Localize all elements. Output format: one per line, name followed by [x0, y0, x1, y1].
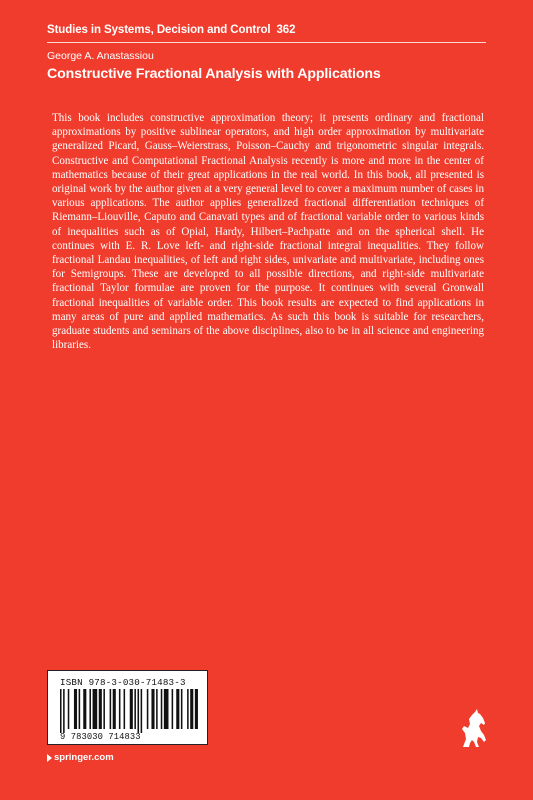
barcode-bar	[151, 689, 154, 729]
barcode-bar	[138, 689, 140, 733]
book-description: This book includes constructive approximation theory; it presents ordinary and fractional approximations by positive sublinear operators, and high order approximation by multivariate generalized Picard, Gauss–Weierstrass, Poisson–Cauchy and trigonometric singular integrals. Constructive and Computational Fractional Analysis recently is more and more in the center of mathematics because of their great applications in the real world. In this book, all presented is original work by the author given at a very general level to cover a maximum number of cases in various applications. The author applies generalized fractional differentiation techniques of Riemann–Liouville, Caputo and Canavati types and of fractional variable order to various kinds of inequalities such as of Opial, Hardy, Hilbert–Pachpatte and on the spherical shell. He continues with E. R. Love left- and right-side fractional integral inequalities. They follow fractional Landau inequalities, of left and right sides, univariate and multivariate, including ones for Semigroups. These are developed to all possible directions, and right-side multivariate fractional Taylor formulae are proven for the purpose. It continues with several Gronwall fractional inequalities of variable order. This book results are expected to find applications in many areas of pure and applied mathematics. As such this book is suitable for researchers, graduate students and seminars of the above disciplines, also to be in all science and engineering libraries.	[52, 112, 484, 352]
springer-horse-logo-icon	[457, 709, 489, 749]
barcode-bar	[181, 689, 183, 729]
barcode-bar	[134, 689, 136, 729]
barcode-bar	[74, 689, 77, 729]
barcode-bar	[93, 689, 98, 729]
arrow-right-icon	[47, 754, 52, 762]
series-title: Studies in Systems, Decision and Control	[47, 24, 271, 36]
barcode-digits: 9 783030 714833	[60, 732, 141, 742]
barcode-bar	[60, 689, 62, 733]
barcode-bar	[83, 689, 86, 729]
barcode-bar	[172, 689, 174, 729]
isbn-barcode	[47, 670, 208, 745]
author-name: George A. Anastassiou	[47, 50, 154, 62]
barcode-bars	[58, 689, 200, 733]
barcode-bar	[63, 689, 65, 733]
barcode-bar	[190, 689, 193, 729]
barcode-bar	[113, 689, 116, 729]
barcode-bar	[103, 689, 105, 729]
barcode-bar	[79, 689, 81, 729]
barcode-bar	[195, 689, 198, 729]
barcode-bar	[156, 689, 158, 729]
isbn-label: ISBN 978-3-030-71483-3	[60, 677, 186, 688]
barcode-bar	[161, 689, 163, 729]
barcode-bar	[68, 689, 70, 729]
barcode-bar	[99, 689, 102, 729]
header-divider	[47, 42, 486, 43]
barcode-bar	[187, 689, 189, 729]
barcode-bar	[176, 689, 179, 729]
barcode-bar	[164, 689, 169, 729]
website-text: springer.com	[54, 752, 114, 763]
barcode-bar	[141, 689, 143, 733]
barcode-bar	[89, 689, 91, 729]
barcode-bar	[130, 689, 133, 729]
barcode-bar	[147, 689, 149, 729]
barcode-bar	[110, 689, 112, 729]
barcode-bar	[124, 689, 126, 729]
book-title: Constructive Fractional Analysis with Applications	[47, 66, 381, 82]
series-header	[47, 24, 477, 42]
barcode-bar	[119, 689, 121, 729]
series-number: 362	[276, 24, 296, 36]
publisher-website[interactable]	[47, 752, 114, 763]
